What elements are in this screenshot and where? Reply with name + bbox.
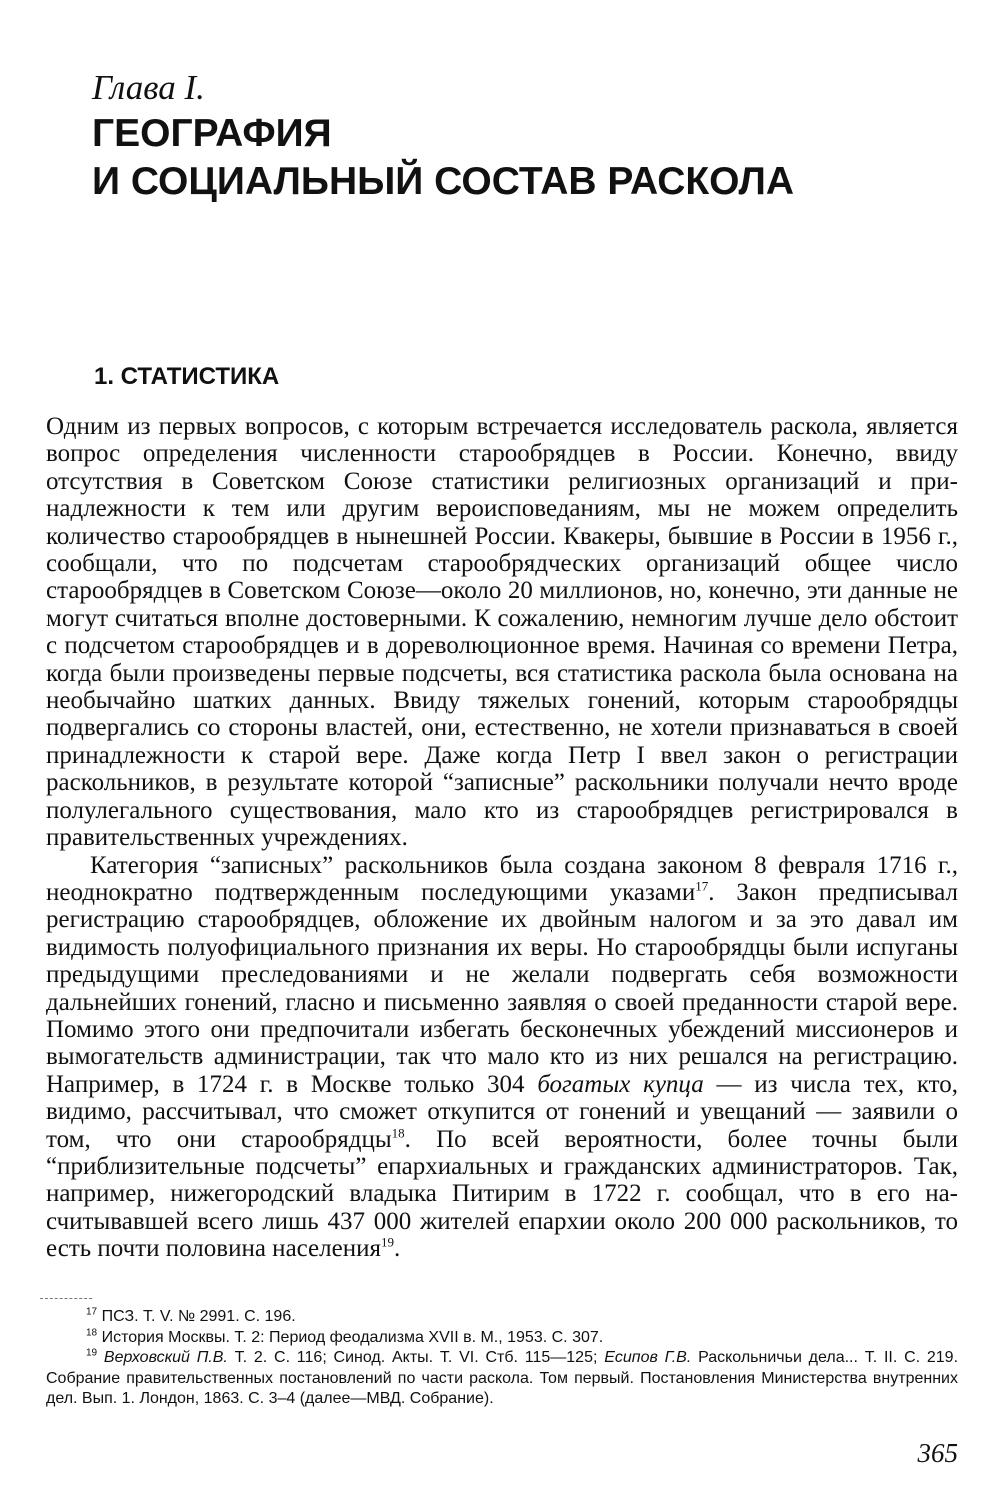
paragraph-2-italic-phrase: богатых купца [537,1070,704,1098]
chapter-title-line-2: И СОЦИАЛЬНЫЙ СОСТАВ РАСКОЛА [92,160,795,203]
footnote-divider [40,1298,92,1299]
paragraph-1: Одним из первых вопросов, с которым встречается исследователь раскола, является вопрос определения численности старообрядцев в России. Конечно, ввиду отсутствия в Советском Союзе статистики религиозных организаций и принадлежности к тем или другим вероисповеданиям, мы не можем определить количество старообрядцев в нынешней России. Квакеры, бывшие в России в 1956 г., сообщали, что по подсчетам старообрядческих организаций общее число старообрядцев в Советском Союзе—около 20 миллионов, но, конечно, эти данные не могут считаться вполне достоверными. К сожалению, немногим лучше дело обстоит с подсчетом старообрядцев и в дореволюционное время. Начиная со времени Петра, когда были произведены первые подсчеты, вся статистика раскола была основана на необычайно шатких данных. Ввиду тяжелых гонений, которым старообрядцы подвергались со стороны властей, они, естественно, не хотели признаваться в своей принадлежности к старой вере. Даже когда Петр I ввел закон о регистрации раскольников, в результате которой “записные” раскольники получали нечто вроде полулегального существования, мало кто из старообрядцев регистрировался в правительственных учреждениях. [46,413,958,852]
paragraph-2-text-a: Категория “записных” раскольников была создана законом 8 февраля 1716 г., неоднократно подтвержденным последующими указами [46,851,958,906]
footnote-mark-17: 17 [86,1306,98,1318]
footnote-mark-19: 19 [86,1347,98,1359]
paragraph-2-text-d: . По всей вероятности, более точны были “приблизительные подсчеты” епархиальных и гражданских администраторов. Так, например, нижегородский владыка Питирим в 1722 г. сообщал, что в его насчитывавшей всего лишь 437 000 жителей епархии около 200 000 раскольников, то есть почти половина населения [46,1125,959,1263]
paragraph-2-text-b: . Закон предписывал регистрацию старообрядцев, обложение их двойным налогом и за это давал им видимость полуофициального признания их веры. Но старообрядцы были испуганы предыдущими преследованиями и не желали подвергать себя возможности дальнейших гонений, гласно и письменно заявляя о своей преданности старой вере. Помимо этого они предпочитали избегать бесконечных убеждений миссионеров и вымогательств администрации, так что мало кто из них решался на регистрацию. Например, в 1724 г. в Москве только 304 [46,878,958,1098]
chapter-title [92,110,952,206]
footnote-ref-19: 19 [381,1234,394,1250]
footnotes [46,1307,958,1410]
footnote-19-text-rest: Раскольничьи дела... Т. II. С. 219. Собрание правительственных постановлений по части раскола. Том первый. Постановления Министерства внутренних дел. Вып. 1. Лондон, 1863. С. 3–4 (далее—МВД. Собрание). [46,1349,959,1407]
page-number: 365 [917,1438,958,1468]
footnote-ref-18: 18 [391,1125,405,1141]
footnote-19 [46,1348,958,1410]
footnote-ref-17: 17 [695,878,709,894]
footnote-19-author-2: Есипов Г.В. [604,1349,692,1366]
chapter-title-line-1: ГЕОГРАФИЯ [92,112,332,155]
paragraph-2-text-e: . [394,1235,401,1263]
footnote-19-author-1: Верховский П.В. [103,1349,228,1366]
section-heading: 1. СТАТИСТИКА [94,363,280,390]
paragraph-2-text-c: — из числа тех, кто, видимо, рассчитывал, что сможет откупится от гонений и увещаний — заявили о том, что они старообрядцы [46,1070,958,1153]
footnote-17 [46,1307,958,1328]
footnote-17-text: ПСЗ. Т. V. № 2991. С. 196. [97,1308,296,1325]
body-text [46,413,958,1263]
footnote-18-text: История Москвы. Т. 2: Период феодализма XVII в. М., 1953. С. 307. [97,1328,604,1346]
footnote-19-text-mid: Т. 2. С. 116; Синод. Акты. Т. VI. Стб. 115—125; [227,1349,605,1366]
chapter-label: Глава I. [92,68,205,107]
paragraph-2 [46,852,958,1263]
footnote-18 [46,1328,958,1349]
footnote-mark-18: 18 [86,1327,98,1339]
